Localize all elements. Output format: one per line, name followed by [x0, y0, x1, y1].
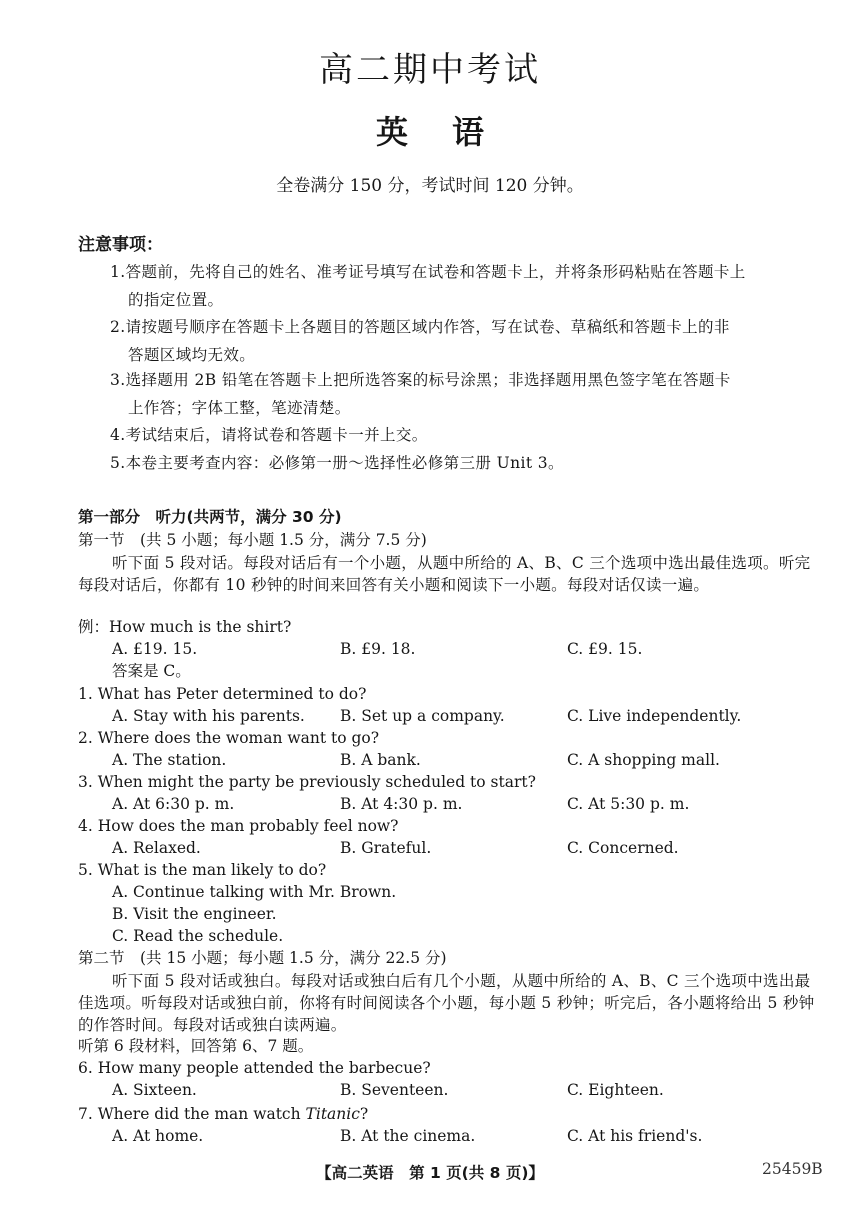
section1-heading: 第一节 (共 5 小题；每小题 1.5 分，满分 7.5 分) [78, 531, 427, 549]
question-7-prefix: 7. Where did the man watch [78, 1105, 306, 1123]
question-6: 6. How many people attended the barbecue? [78, 1059, 431, 1077]
exam-title: 高二期中考试 [319, 50, 541, 90]
notice-item-1-line1: 1.答题前，先将自己的姓名、准考证号填写在试卷和答题卡上，并将条形码粘贴在答题卡上 [110, 263, 746, 281]
question-1-option-c: C. Live independently. [567, 707, 742, 725]
section2-instructions: 听下面 5 段对话或独白。每段对话或独白后有几个小题，从题中所给的 A、B、C 三个选项中选出最佳选项。听每段对话或独白前，你将有时间阅读各个小题，每小题 5 秒钟；听完后，各小题将给出 5 秒钟的作答时间。每段对话或独白读两遍。 [78, 972, 815, 1034]
question-7-option-c: C. At his friend's. [567, 1127, 703, 1145]
question-2-option-a: A. The station. [112, 751, 227, 769]
question-5-option-c: C. Read the schedule. [112, 927, 284, 945]
example-answer: 答案是 C。 [112, 662, 191, 680]
question-7 [78, 1103, 368, 1125]
notice-item-4 [110, 421, 815, 449]
example-option-c: C. £9. 15. [567, 640, 643, 658]
question-6-option-b: B. Seventeen. [340, 1081, 449, 1099]
notice-item-2 [110, 313, 815, 369]
question-5-option-b: B. Visit the engineer. [112, 905, 277, 923]
notice-item-5-line1: 5.本卷主要考查内容：必修第一册～选择性必修第三册 Unit 3。 [110, 454, 564, 472]
question-3-option-b: B. At 4:30 p. m. [340, 795, 463, 813]
notice-item-1 [110, 258, 815, 314]
page-footer: 【高二英语 第 1 页(共 8 页)】 [316, 1164, 544, 1182]
question-7-option-a: A. At home. [112, 1127, 204, 1145]
question-7-suffix: ? [359, 1105, 369, 1123]
notice-item-3 [110, 366, 815, 422]
question-2: 2. Where does the woman want to go? [78, 729, 380, 747]
question-3-option-a: A. At 6:30 p. m. [112, 795, 235, 813]
question-1-option-a: A. Stay with his parents. [112, 707, 305, 725]
example-option-b: B. £9. 18. [340, 640, 416, 658]
question-6-option-c: C. Eighteen. [567, 1081, 664, 1099]
question-4-option-c: C. Concerned. [567, 839, 679, 857]
section1-instructions: 听下面 5 段对话。每段对话后有一个小题，从题中所给的 A、B、C 三个选项中选出最佳选项。听完每段对话后，你都有 10 秒钟的时间来回答有关小题和阅读下一小题。每段对话仅读一遍。 [78, 554, 811, 594]
question-4: 4. How does the man probably feel now? [78, 817, 399, 835]
notice-item-3-line2: 上作答；字体工整，笔迹清楚。 [128, 399, 351, 417]
exam-meta: 全卷满分 150 分，考试时间 120 分钟。 [276, 176, 584, 196]
notice-item-1-line2: 的指定位置。 [128, 291, 224, 309]
question-4-option-b: B. Grateful. [340, 839, 432, 857]
question-5-option-a: A. Continue talking with Mr. Brown. [112, 883, 397, 901]
question-4-option-a: A. Relaxed. [112, 839, 201, 857]
question-2-option-b: B. A bank. [340, 751, 421, 769]
material-6-heading: 听第 6 段材料，回答第 6、7 题。 [78, 1037, 314, 1055]
part1-heading: 第一部分 听力(共两节，满分 30 分) [78, 508, 342, 526]
question-7-option-b: B. At the cinema. [340, 1127, 476, 1145]
notice-item-3-line1: 3.选择题用 2B 铅笔在答题卡上把所选答案的标号涂黑；非选择题用黑色签字笔在答题卡 [110, 371, 731, 389]
question-7-title: Titanic [305, 1105, 360, 1123]
notice-item-2-line1: 2.请按题号顺序在答题卡上各题目的答题区域内作答，写在试卷、草稿纸和答题卡上的非 [110, 318, 730, 336]
section2-heading: 第二节 (共 15 小题；每小题 1.5 分，满分 22.5 分) [78, 949, 447, 967]
example-question: 例：How much is the shirt? [78, 618, 292, 636]
question-6-option-a: A. Sixteen. [112, 1081, 197, 1099]
notice-item-5 [110, 449, 815, 477]
question-1-option-b: B. Set up a company. [340, 707, 505, 725]
exam-subject: 英语 [375, 113, 528, 151]
paper-code: 25459B [762, 1160, 823, 1178]
notice-title: 注意事项： [78, 235, 163, 255]
notice-item-4-line1: 4.考试结束后，请将试卷和答题卡一并上交。 [110, 426, 428, 444]
notice-item-2-line2: 答题区域均无效。 [128, 346, 256, 364]
question-2-option-c: C. A shopping mall. [567, 751, 720, 769]
question-1: 1. What has Peter determined to do? [78, 685, 367, 703]
question-3: 3. When might the party be previously scheduled to start? [78, 773, 536, 791]
example-option-a: A. £19. 15. [112, 640, 198, 658]
question-5: 5. What is the man likely to do? [78, 861, 327, 879]
question-3-option-c: C. At 5:30 p. m. [567, 795, 690, 813]
